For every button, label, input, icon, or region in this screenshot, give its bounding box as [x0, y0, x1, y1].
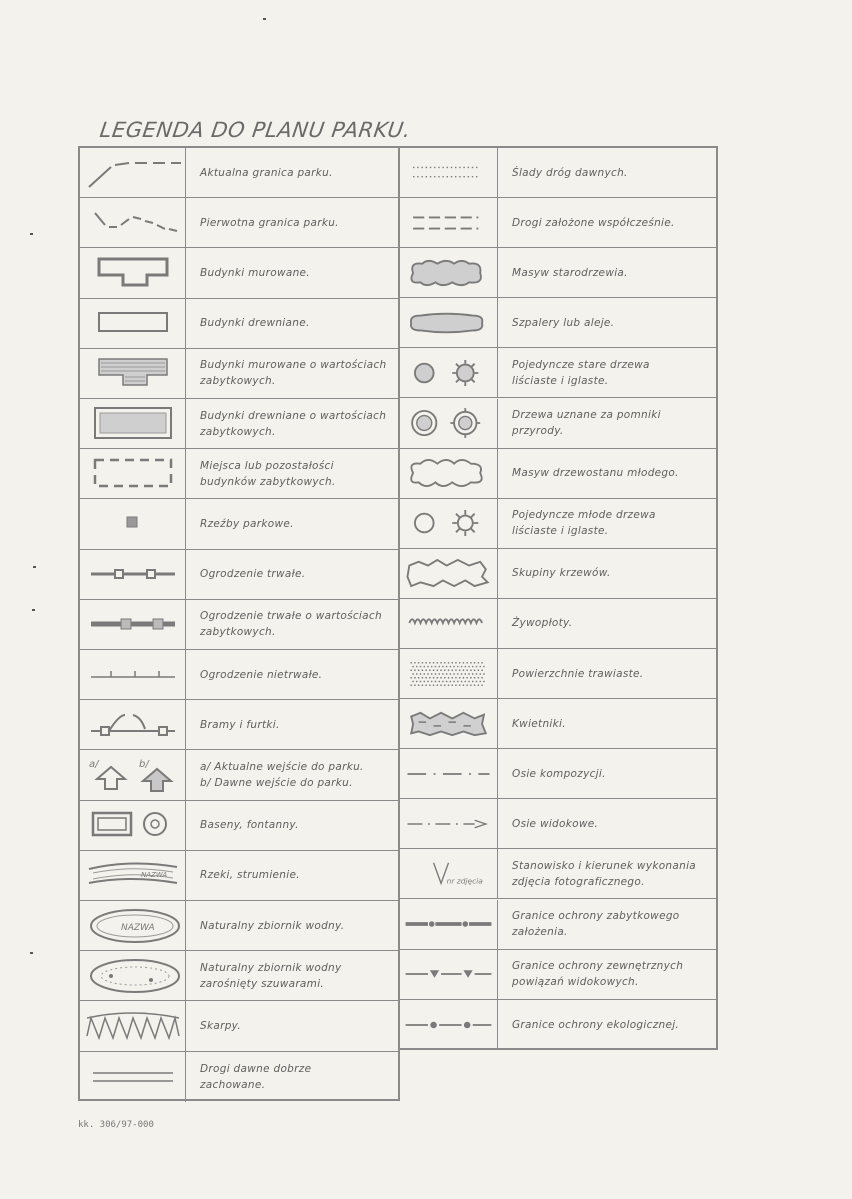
- legend-text-line: przyrody.: [512, 425, 564, 438]
- wooden-building-icon: [80, 299, 186, 348]
- arrow-label-a: a/: [88, 758, 98, 770]
- masonry-building-icon: [80, 248, 186, 297]
- single-old-trees-icon: [400, 348, 498, 397]
- margin-mark: [33, 566, 36, 568]
- legend-text-line: zachowane.: [200, 1078, 266, 1091]
- legend-text-line: Kwietniki.: [512, 717, 566, 730]
- pools-fountains-icon: [80, 801, 186, 850]
- legend-text-line: budynków zabytkowych.: [200, 475, 336, 488]
- ecological-protection-icon: [400, 1000, 498, 1050]
- legend-row-young-tree-mass: [400, 449, 716, 499]
- legend-row-original-boundary-line: [80, 198, 398, 248]
- legend-text-line: Granice ochrony zewnętrznych: [512, 960, 684, 973]
- legend-row-single-old-trees: [400, 348, 716, 398]
- legend-text-line: Naturalny zbiornik wodny.: [200, 919, 345, 932]
- legend-text-line: Ogrodzenie trwałe.: [200, 568, 306, 581]
- legend-row-lawns: [400, 649, 716, 699]
- legend-description: [498, 900, 716, 949]
- legend-text-line: założenia.: [512, 926, 568, 939]
- archive-number: kk. 306/97-000: [78, 1120, 154, 1130]
- legend-row-river: [80, 851, 398, 901]
- legend-row-current-boundary-line: [80, 148, 398, 198]
- legend-row-old-tree-mass: [400, 248, 716, 298]
- legend-description: [186, 1052, 398, 1102]
- arrow-label-b: b/: [138, 758, 149, 770]
- legend-description: [498, 499, 716, 548]
- legend-description: [498, 449, 716, 498]
- legend-text-line: a/ Aktualne wejście do parku.: [200, 760, 364, 773]
- pond-icon: [80, 901, 186, 950]
- legend-description: [498, 1000, 716, 1050]
- legend-text-line: Powierzchnie trawiaste.: [512, 667, 644, 680]
- legend-text-line: zdjęcia fotograficznego.: [512, 875, 645, 888]
- legend-row-modern-roads: [400, 198, 716, 248]
- legend-text-line: Ogrodzenie trwałe o wartościach: [200, 610, 382, 623]
- original-boundary-line-icon: [80, 198, 186, 247]
- historic-fence-icon: [80, 600, 186, 649]
- legend-text-line: Budynki drewniane.: [200, 317, 310, 330]
- legend-description: [498, 198, 716, 247]
- legend-row-monument-trees: [400, 399, 716, 449]
- legend-description: [186, 550, 398, 599]
- building-remains-icon: [80, 449, 186, 498]
- legend-description: [498, 348, 716, 397]
- legend-text-line: Stanowisko i kierunek wykonania: [512, 859, 697, 872]
- legend-description: [186, 650, 398, 699]
- margin-mark: [30, 233, 33, 235]
- legend-text-line: Bramy i furtki.: [200, 718, 280, 731]
- legend-text-line: Pojedyncze stare drzewa: [512, 358, 650, 371]
- legend-row-building-remains: [80, 449, 398, 499]
- legend-description: [498, 248, 716, 297]
- legend-text-line: zabytkowych.: [200, 425, 276, 438]
- legend-row-single-young-trees: [400, 499, 716, 549]
- legend-description: [186, 449, 398, 498]
- legend-row-photo-station: [400, 849, 716, 899]
- legend-row-view-axes: [400, 799, 716, 849]
- legend-text-line: Budynki murowane.: [200, 266, 310, 279]
- legend-text-line: Ślady dróg dawnych.: [512, 166, 628, 179]
- legend-row-escarpment: [80, 1001, 398, 1051]
- legend-row-historic-fence: [80, 600, 398, 650]
- legend-text-line: Miejsca lub pozostałości: [200, 459, 334, 472]
- old-tree-mass-icon: [400, 248, 498, 297]
- legend-row-wooden-building: [80, 299, 398, 349]
- legend-text-line: Żywopłoty.: [512, 617, 573, 630]
- legend-text-line: zabytkowych.: [200, 375, 276, 388]
- legend-text-line: b/ Dawne wejście do parku.: [200, 776, 353, 789]
- legend-text-line: Skupiny krzewów.: [512, 567, 611, 580]
- legend-row-entrance-arrows: [80, 750, 398, 800]
- legend-description: [186, 600, 398, 649]
- legend-description: [498, 599, 716, 648]
- historic-wooden-building-icon: [80, 399, 186, 448]
- legend-text-line: Drzewa uznane za pomniki: [512, 409, 661, 422]
- legend-row-historic-masonry-building: [80, 349, 398, 399]
- legend-row-sculpture: [80, 499, 398, 549]
- legend-row-composition-axes: [400, 749, 716, 799]
- monument-protection-limits-icon: [400, 900, 498, 949]
- legend-text-line: Baseny, fontanny.: [200, 819, 299, 832]
- legend-text-line: powiązań widokowych.: [512, 976, 639, 989]
- legend-text-line: Aktualna granica parku.: [200, 166, 333, 179]
- single-young-trees-icon: [400, 499, 498, 548]
- legend-description: [498, 849, 716, 898]
- legend-description: [186, 148, 398, 197]
- old-road-traces-icon: [400, 148, 498, 197]
- escarpment-icon: [80, 1001, 186, 1050]
- permanent-fence-icon: [80, 550, 186, 599]
- legend-description: [186, 299, 398, 348]
- monument-trees-icon: [400, 399, 498, 448]
- composition-axes-icon: [400, 749, 498, 798]
- legend-description: [186, 801, 398, 850]
- legend-text-line: Osie kompozycji.: [512, 767, 606, 780]
- legend-description: [498, 148, 716, 197]
- legend-text-line: Drogi dawne dobrze: [200, 1062, 312, 1075]
- legend-text-line: liściaste i iglaste.: [512, 525, 609, 538]
- legend-row-ecological-protection: [400, 1000, 716, 1050]
- legend-text-line: Skarpy.: [200, 1019, 241, 1032]
- legend-text-line: zabytkowych.: [200, 626, 276, 639]
- tree-rows-icon: [400, 298, 498, 347]
- legend-left-table: [78, 146, 400, 1101]
- legend-text-line: Budynki drewniane o wartościach: [200, 409, 387, 422]
- legend-row-external-links-protection: [400, 950, 716, 1000]
- legend-text-line: Drogi założone współcześnie.: [512, 216, 675, 229]
- legend-row-hedges: [400, 599, 716, 649]
- legend-right-table: [400, 146, 718, 1050]
- legend-row-pond: [80, 901, 398, 951]
- legend-description: [186, 248, 398, 297]
- legend-description: [186, 901, 398, 950]
- river-name-label: NAZWA: [140, 871, 167, 880]
- legend-text-line: Budynki murowane o wartościach: [200, 359, 387, 372]
- external-links-protection-icon: [400, 950, 498, 999]
- legend-row-tree-rows: [400, 298, 716, 348]
- flowerbeds-icon: [400, 699, 498, 748]
- legend-description: [498, 399, 716, 448]
- legend-text-line: zarośnięty szuwarami.: [200, 977, 325, 990]
- historic-masonry-building-icon: [80, 349, 186, 398]
- legend-text-line: Masyw drzewostanu młodego.: [512, 467, 679, 480]
- legend-row-overgrown-pond: [80, 951, 398, 1001]
- photo-number-label: nr zdjęcia: [446, 876, 483, 886]
- legend-description: [498, 749, 716, 798]
- young-tree-mass-icon: [400, 449, 498, 498]
- pond-name-label: NAZWA: [120, 922, 155, 933]
- legend-text-line: Granice ochrony ekologicznej.: [512, 1018, 680, 1031]
- legend-description: [498, 298, 716, 347]
- legend-description: [498, 950, 716, 999]
- river-icon: [80, 851, 186, 900]
- legend-description: [498, 649, 716, 698]
- legend-description: [498, 549, 716, 598]
- legend-text-line: Rzeki, strumienie.: [200, 869, 300, 882]
- legend-row-old-roads-preserved: [80, 1052, 398, 1102]
- legend-description: [498, 799, 716, 848]
- margin-mark: [263, 18, 266, 20]
- legend-row-permanent-fence: [80, 550, 398, 600]
- legend-description: [498, 699, 716, 748]
- legend-row-old-road-traces: [400, 148, 716, 198]
- modern-roads-icon: [400, 198, 498, 247]
- legend-description: [186, 951, 398, 1000]
- temporary-fence-icon: [80, 650, 186, 699]
- margin-mark: [30, 952, 33, 954]
- legend-row-masonry-building: [80, 248, 398, 298]
- legend-text-line: Naturalny zbiornik wodny: [200, 961, 342, 974]
- lawns-icon: [400, 649, 498, 698]
- legend-description: [186, 1001, 398, 1050]
- legend-row-flowerbeds: [400, 699, 716, 749]
- legend-text-line: Rzeźby parkowe.: [200, 517, 294, 530]
- page-title: LEGENDA DO PLANU PARKU.: [98, 118, 413, 142]
- legend-row-gates: [80, 700, 398, 750]
- margin-mark: [32, 609, 35, 611]
- legend-text-line: Pojedyncze młode drzewa: [512, 509, 656, 522]
- legend-description: [186, 399, 398, 448]
- view-axes-icon: [400, 799, 498, 848]
- overgrown-pond-icon: [80, 951, 186, 1000]
- legend-row-shrub-groups: [400, 549, 716, 599]
- legend-row-pools-fountains: [80, 801, 398, 851]
- legend-row-temporary-fence: [80, 650, 398, 700]
- legend-description: [186, 198, 398, 247]
- current-boundary-line-icon: [80, 148, 186, 197]
- shrub-groups-icon: [400, 549, 498, 598]
- legend-text-line: Osie widokowe.: [512, 817, 599, 830]
- legend-description: [186, 700, 398, 749]
- entrance-arrows-icon: [80, 750, 186, 799]
- photo-station-icon: [400, 849, 498, 898]
- legend-description: [186, 349, 398, 398]
- legend-text-line: Szpalery lub aleje.: [512, 316, 615, 329]
- legend-text-line: liściaste i iglaste.: [512, 374, 609, 387]
- legend-description: [186, 499, 398, 548]
- legend-text-line: Ogrodzenie nietrwałe.: [200, 668, 323, 681]
- sculpture-icon: [80, 499, 186, 548]
- old-roads-preserved-icon: [80, 1052, 186, 1102]
- legend-description: [186, 750, 398, 799]
- legend-text-line: Masyw starodrzewia.: [512, 266, 628, 279]
- legend-description: [186, 851, 398, 900]
- gates-icon: [80, 700, 186, 749]
- legend-text-line: Granice ochrony zabytkowego: [512, 910, 680, 923]
- hedges-icon: [400, 599, 498, 648]
- legend-text-line: Pierwotna granica parku.: [200, 216, 339, 229]
- legend-row-historic-wooden-building: [80, 399, 398, 449]
- legend-row-monument-protection-limits: [400, 900, 716, 950]
